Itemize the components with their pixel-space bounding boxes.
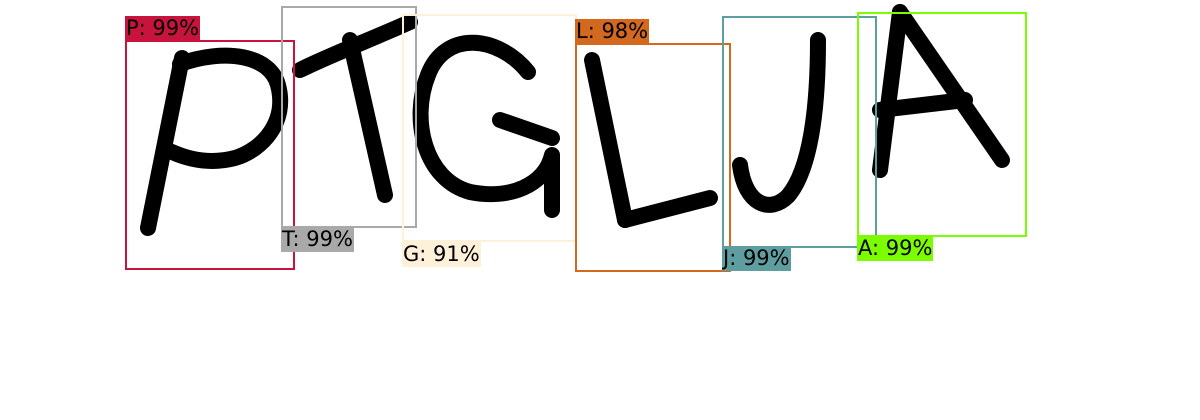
- detection-box-p[interactable]: [125, 40, 295, 270]
- detection-box-g[interactable]: [402, 14, 577, 242]
- detection-label-t: T: 99%: [282, 227, 353, 251]
- detection-box-j[interactable]: [722, 16, 877, 248]
- detection-box-l[interactable]: [575, 43, 731, 272]
- detection-box-t[interactable]: [281, 6, 417, 228]
- detection-label-g: G: 91%: [403, 242, 480, 266]
- detection-label-l: L: 98%: [576, 19, 649, 43]
- detection-box-a[interactable]: [857, 12, 1027, 237]
- detection-label-j: J: 99%: [723, 246, 790, 270]
- detection-label-a: A: 99%: [858, 236, 933, 260]
- detection-label-p: P: 99%: [126, 16, 200, 40]
